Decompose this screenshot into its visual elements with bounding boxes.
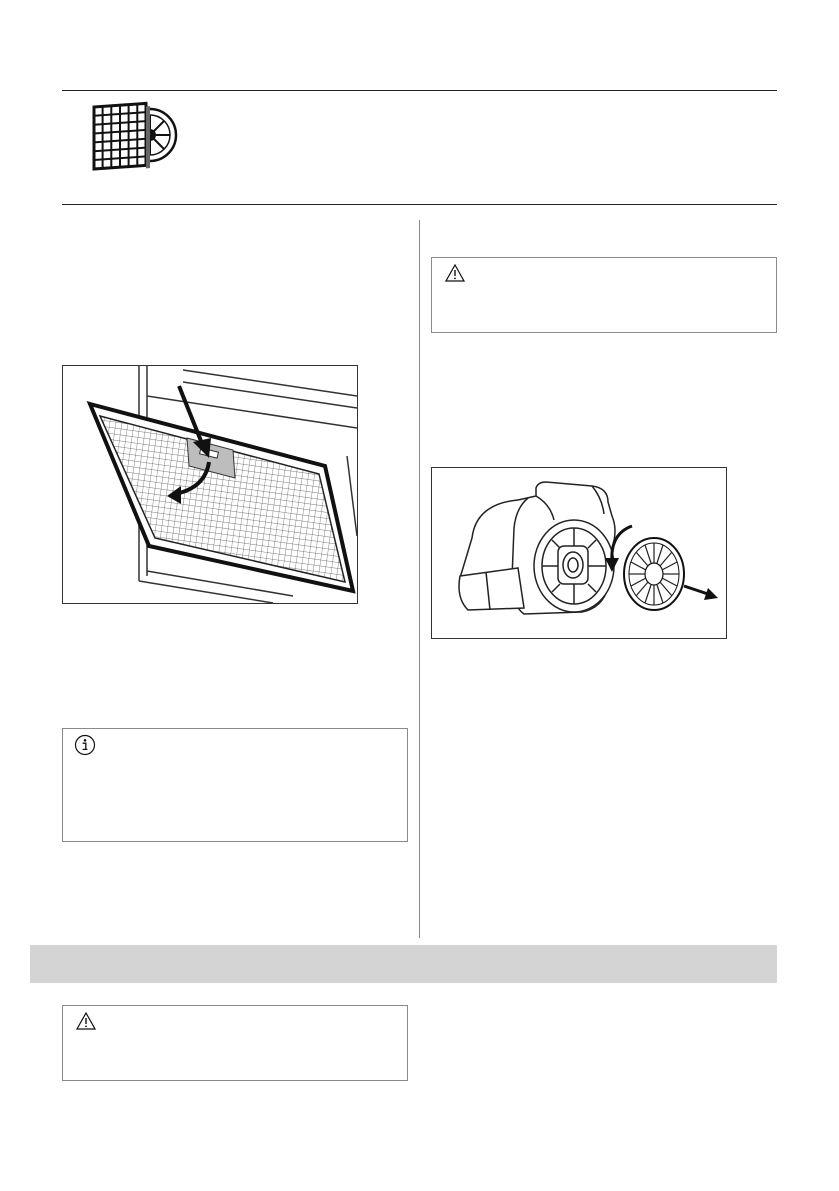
charcoal-filter-motor-illustration [431, 467, 727, 639]
warning-box-right [431, 257, 777, 333]
warning-icon [76, 1012, 96, 1030]
section-heading-band [30, 945, 777, 983]
filter-icon [80, 97, 180, 177]
info-icon [74, 734, 96, 756]
info-box [62, 728, 408, 842]
header-bottom-rule [62, 204, 777, 205]
grease-filter-illustration [62, 365, 358, 604]
warning-icon [445, 264, 465, 282]
column-divider [419, 220, 420, 938]
warning-box-bottom [62, 1005, 408, 1081]
header-top-rule [62, 90, 777, 91]
